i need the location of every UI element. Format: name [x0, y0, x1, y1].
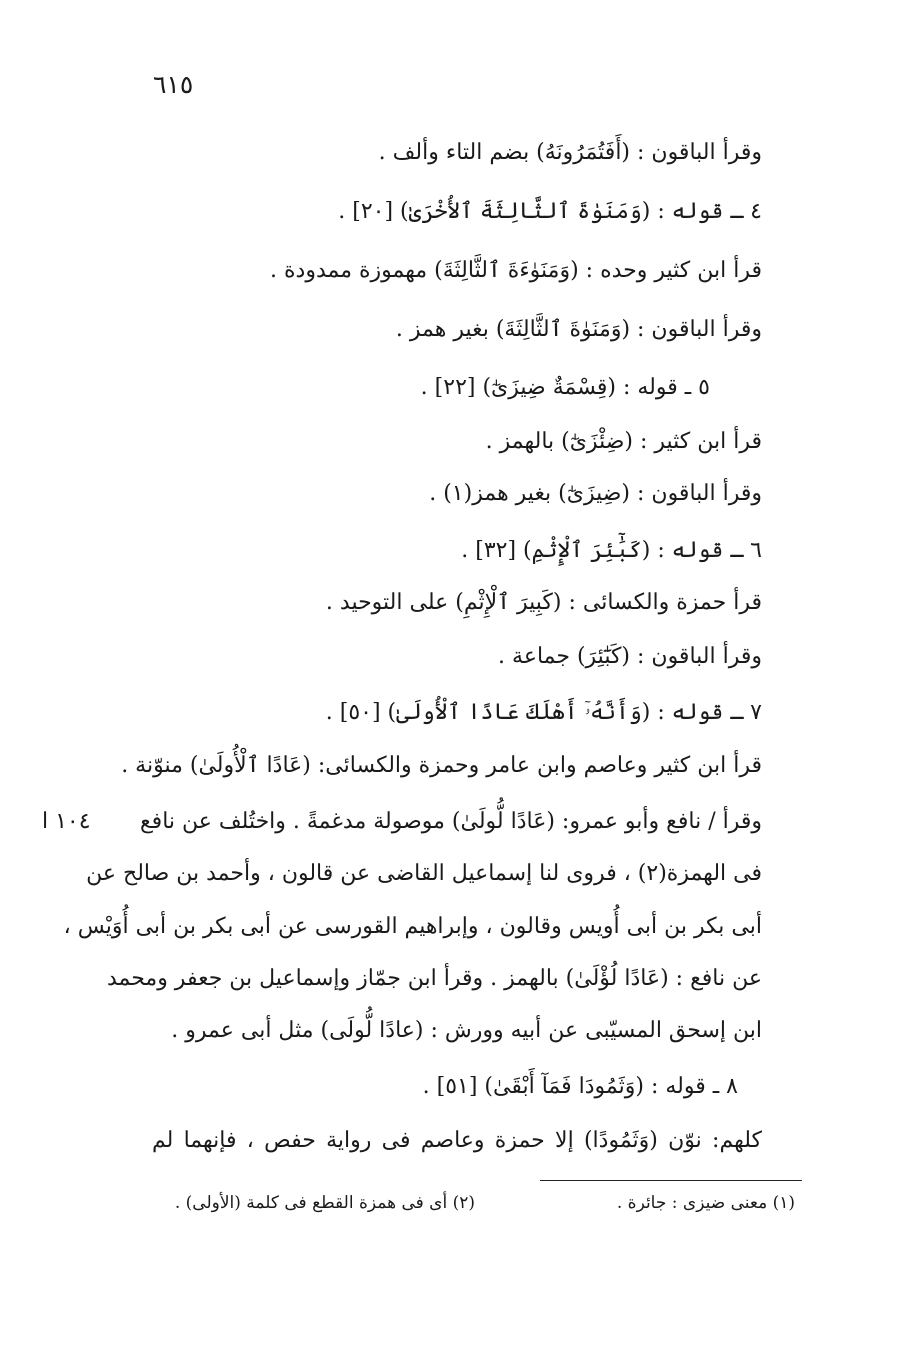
text-line: أبى بكر بن أبى أُويس وقالون ، وإبراهيم القورسى عن أبى بكر بن أبى أُوَيْس ،	[63, 914, 762, 939]
footnote-separator	[540, 1180, 802, 1181]
text-line: ٤ ـ قوله : (وَمَنَوٰةَ ٱلثَّالِثَةَ ٱلأُخْرَىٰ) [٢٠] .	[338, 199, 762, 224]
text-line: قرأ ابن كثير وعاصم وابن عامر وحمزة والكسائى: (عَادًا ٱلْأُولَىٰ) منوّنة .	[121, 753, 762, 778]
text-line: وقرأ الباقون : (كَبَٰٓئِرَ) جماعة .	[498, 644, 762, 669]
footnote-2: (٢) أى فى همزة القطع فى كلمة (الأولى) .	[174, 1193, 475, 1213]
text-line: وقرأ الباقون : (أَفَتُمَرُونَهُ) بضم التاء وألف .	[378, 140, 762, 165]
text-line: فى الهمزة(٢) ، فروى لنا إسماعيل القاضى عن قالون ، وأحمد بن صالح عن	[86, 861, 762, 886]
page-number: ٦١٥	[153, 70, 194, 99]
text-line: وقرأ / نافع وأبو عمرو: (عَادًا لُّولَىٰ) موصولة مدغمةً . واختُلف عن نافع	[139, 809, 762, 834]
text-line: ٦ ـ قوله : (كَبَٰٓئِرَ ٱلْإِثْمِ) [٣٢] .	[461, 538, 762, 563]
text-line: وقرأ الباقون : (وَمَنَوٰةَ ٱلثَّالِثَةَ) بغير همز .	[395, 317, 762, 342]
text-line: ٨ ـ قوله : (وَثَمُودَا فَمَآ أَبْقَىٰ) [٥١] .	[422, 1074, 738, 1099]
text-line: ٧ ـ قوله : (وَأَنَّهُۥٓ أَهْلَكَ عَادًا ٱلْأُولَىٰ) [٥٠] .	[325, 700, 762, 725]
text-line: عن نافع : (عَادًا لُؤْلَىٰ) بالهمز . وقرأ ابن جمّاز وإسماعيل بن جعفر ومحمد	[106, 966, 762, 991]
text-line: قرأ ابن كثير : (ضِئْزَىٰٓ) بالهمز .	[485, 429, 762, 454]
text-line: ابن إسحق المسيّبى عن أبيه وورش : (عادًا لُّولَى) مثل أبى عمرو .	[171, 1018, 762, 1043]
text-line: وقرأ الباقون : (ضِيزَىٰٓ) بغير همز(١) .	[429, 481, 762, 506]
text-line: كلهم: نوّن (وَثَمُودًا) إلا حمزة وعاصم فى رواية حفص ، فإنهما لم	[152, 1128, 762, 1153]
margin-folio-note: ١٠٤ ا	[42, 809, 91, 834]
text-line: ٥ ـ قوله : (قِسْمَةٌ ضِيزَىٰٓ) [٢٢] .	[420, 375, 710, 400]
text-line: قرأ ابن كثير وحده : (وَمَنَوٰءَةَ ٱلثَّالِثَةَ) مهموزة ممدودة .	[270, 258, 762, 283]
footnote-1: (١) معنى ضيزى : جائرة .	[616, 1193, 795, 1213]
text-line: قرأ حمزة والكسائى : (كَبِيرَ ٱلْإِثْمِ) على التوحيد .	[325, 590, 762, 615]
